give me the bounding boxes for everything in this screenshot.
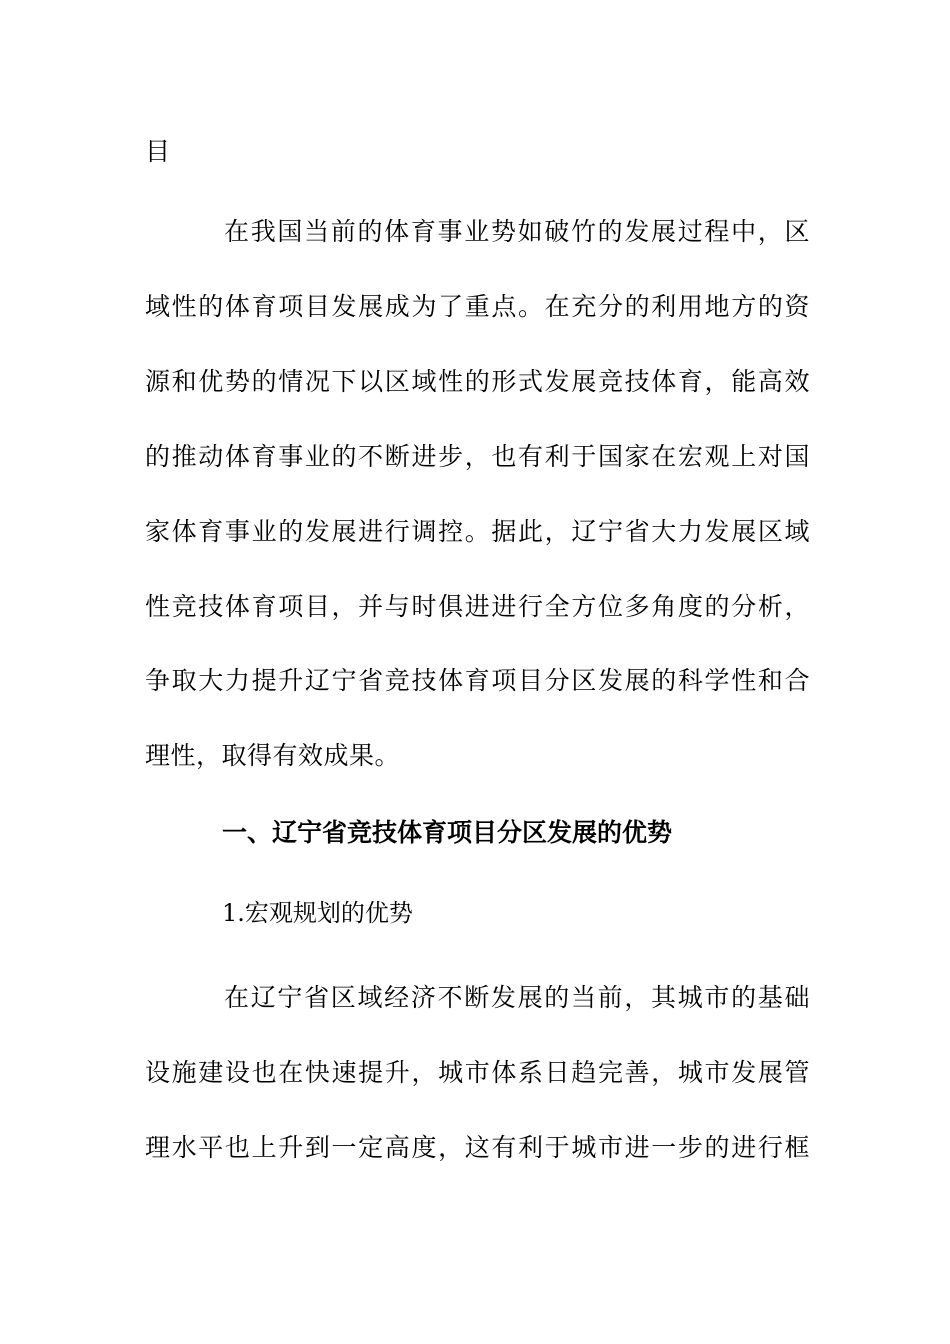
body-text-line: 域性的体育项目发展成为了重点。在充分的利用地方的资 bbox=[145, 292, 810, 321]
body-text-line: 家体育事业的发展进行调控。据此，辽宁省大力发展区域 bbox=[145, 517, 810, 546]
body-text-line: 目 bbox=[145, 137, 171, 166]
body-text-line: 理水平也上升到一定高度，这有利于城市进一步的进行框 bbox=[145, 1133, 810, 1162]
subsection-heading: 1.宏观规划的优势 bbox=[222, 899, 413, 927]
paragraph-first-line: 在辽宁省区域经济不断发展的当前，其城市的基础 bbox=[224, 983, 810, 1012]
paragraph-first-line: 在我国当前的体育事业势如破竹的发展过程中，区 bbox=[224, 217, 810, 246]
body-text-line: 理性，取得有效成果。 bbox=[145, 741, 401, 770]
body-text-line: 源和优势的情况下以区域性的形式发展竞技体育，能高效 bbox=[145, 367, 810, 396]
body-text-line: 争取大力提升辽宁省竞技体育项目分区发展的科学性和合 bbox=[145, 666, 810, 695]
body-text-line: 性竞技体育项目，并与时俱进进行全方位多角度的分析， bbox=[145, 592, 810, 621]
section-heading: 一、辽宁省竞技体育项目分区发展的优势 bbox=[222, 818, 673, 847]
body-text-line: 的推动体育事业的不断进步，也有利于国家在宏观上对国 bbox=[145, 442, 810, 471]
body-text-line: 设施建设也在快速提升，城市体系日趋完善，城市发展管 bbox=[145, 1058, 810, 1087]
